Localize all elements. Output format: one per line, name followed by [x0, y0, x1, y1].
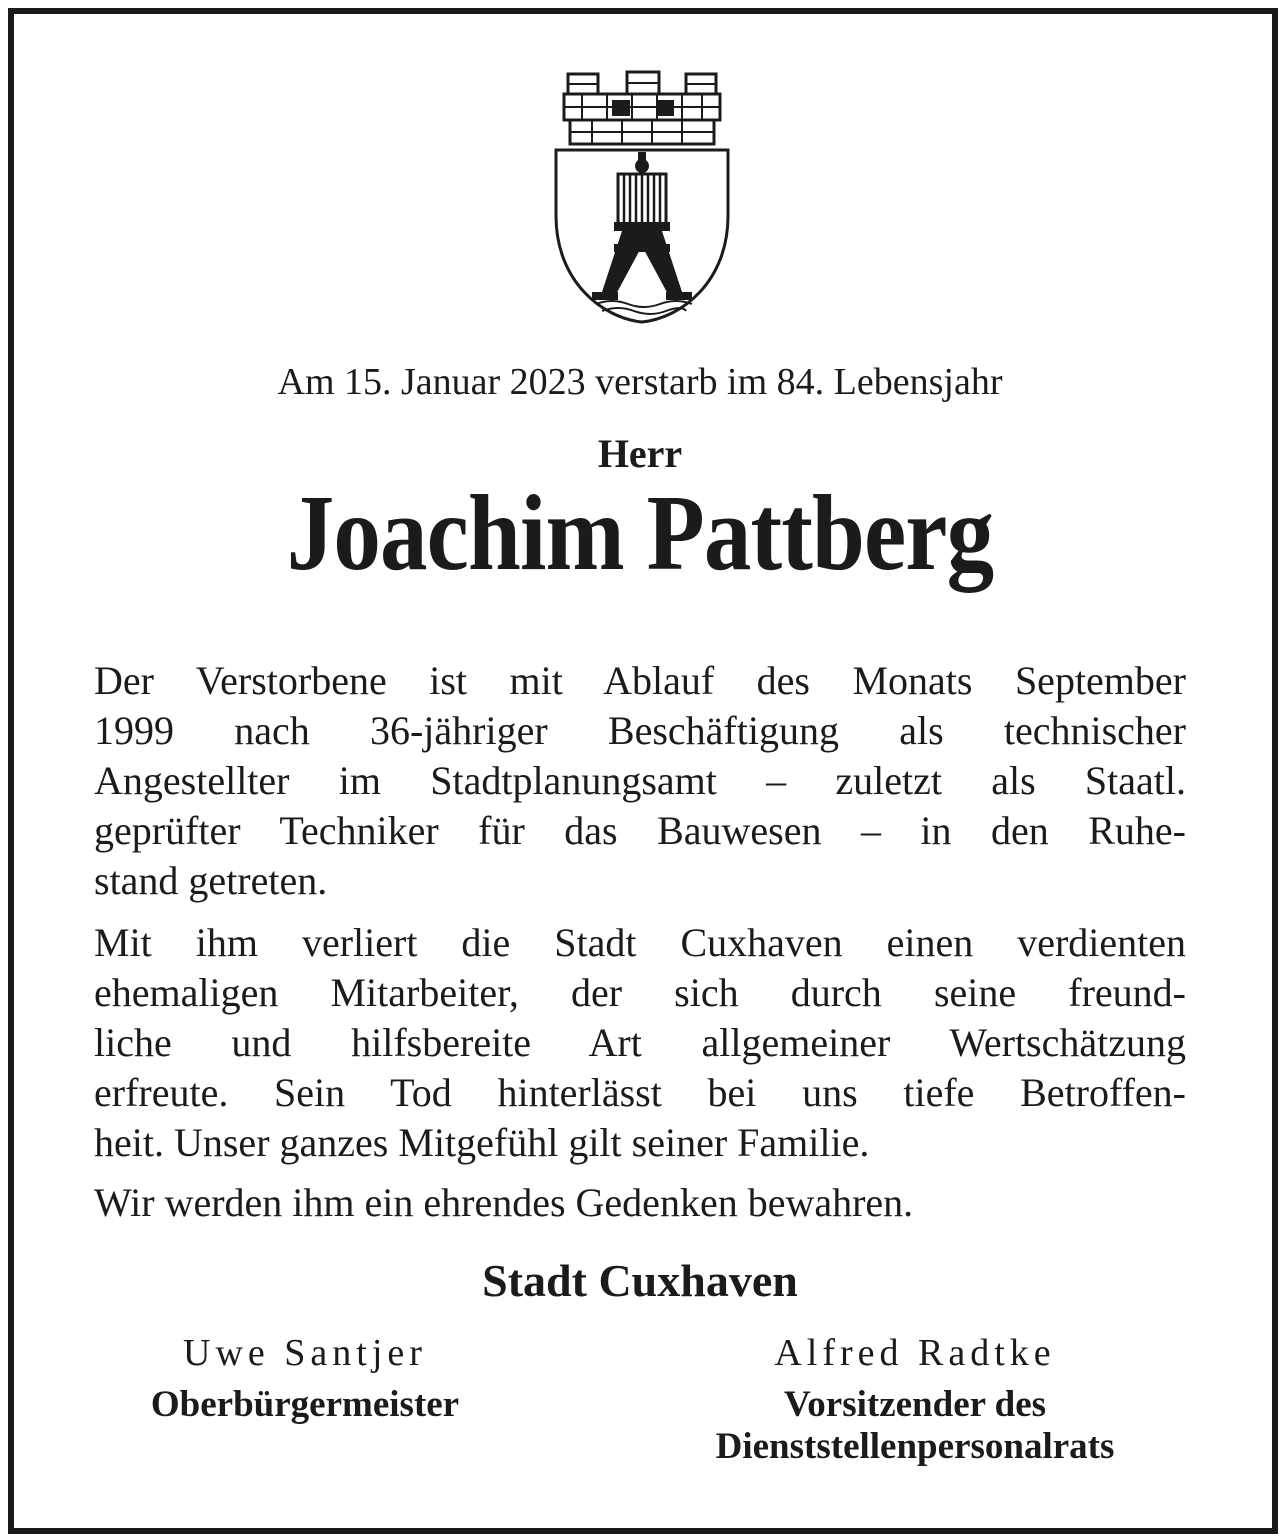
text-line: Wir werden ihm ein ehrendes Gedenken bewahren. — [94, 1180, 914, 1225]
text-line: geprüfter Techniker für das Bauwesen – in den Ruhe- — [94, 808, 1186, 853]
signatory-left — [80, 1330, 530, 1426]
salutation: Herr — [597, 431, 683, 476]
signatory-name: Uwe Santjer — [183, 1332, 427, 1374]
signatory-role: Oberbürgermeister — [150, 1384, 460, 1425]
text-line: Der Verstorbene ist mit Ablauf des Monats September — [94, 658, 1186, 703]
text-line: Mit ihm verliert die Stadt Cuxhaven einen verdienten — [94, 920, 1186, 965]
signatory-name: Alfred Radtke — [774, 1332, 1056, 1374]
text-line: ehemaligen Mitarbeiter, der sich durch seine freund- — [94, 970, 1186, 1015]
tribute-paragraph — [94, 918, 1186, 1168]
text-line: 1999 nach 36-jähriger Beschäftigung als technischer — [94, 708, 1186, 753]
text-line: Angestellter im Stadtplanungsamt – zuletzt als Staatl. — [94, 758, 1186, 803]
signatory-role: Dienststellenpersonalrats — [715, 1426, 1115, 1467]
text-line: erfreute. Sein Tod hinterlässt bei uns tiefe Betroffen- — [94, 1070, 1186, 1115]
organization-name: Stadt Cuxhaven — [482, 1255, 798, 1306]
career-paragraph — [94, 656, 1186, 906]
text-line: heit. Unser ganzes Mitgefühl gilt seiner Familie. — [94, 1120, 870, 1165]
death-announcement-line: Am 15. Januar 2023 verstarb im 84. Lebensjahr — [277, 361, 1003, 403]
signatory-right — [630, 1330, 1200, 1468]
city-coat-of-arms-icon — [552, 66, 732, 328]
closing-paragraph — [94, 1178, 1186, 1228]
signatory-role: Vorsitzender des — [783, 1384, 1047, 1425]
text-line: liche und hilfsbereite Art allgemeiner Wertschätzung — [94, 1020, 1186, 1065]
text-line: stand getreten. — [94, 858, 328, 903]
deceased-name: Joachim Pattberg — [286, 474, 994, 593]
